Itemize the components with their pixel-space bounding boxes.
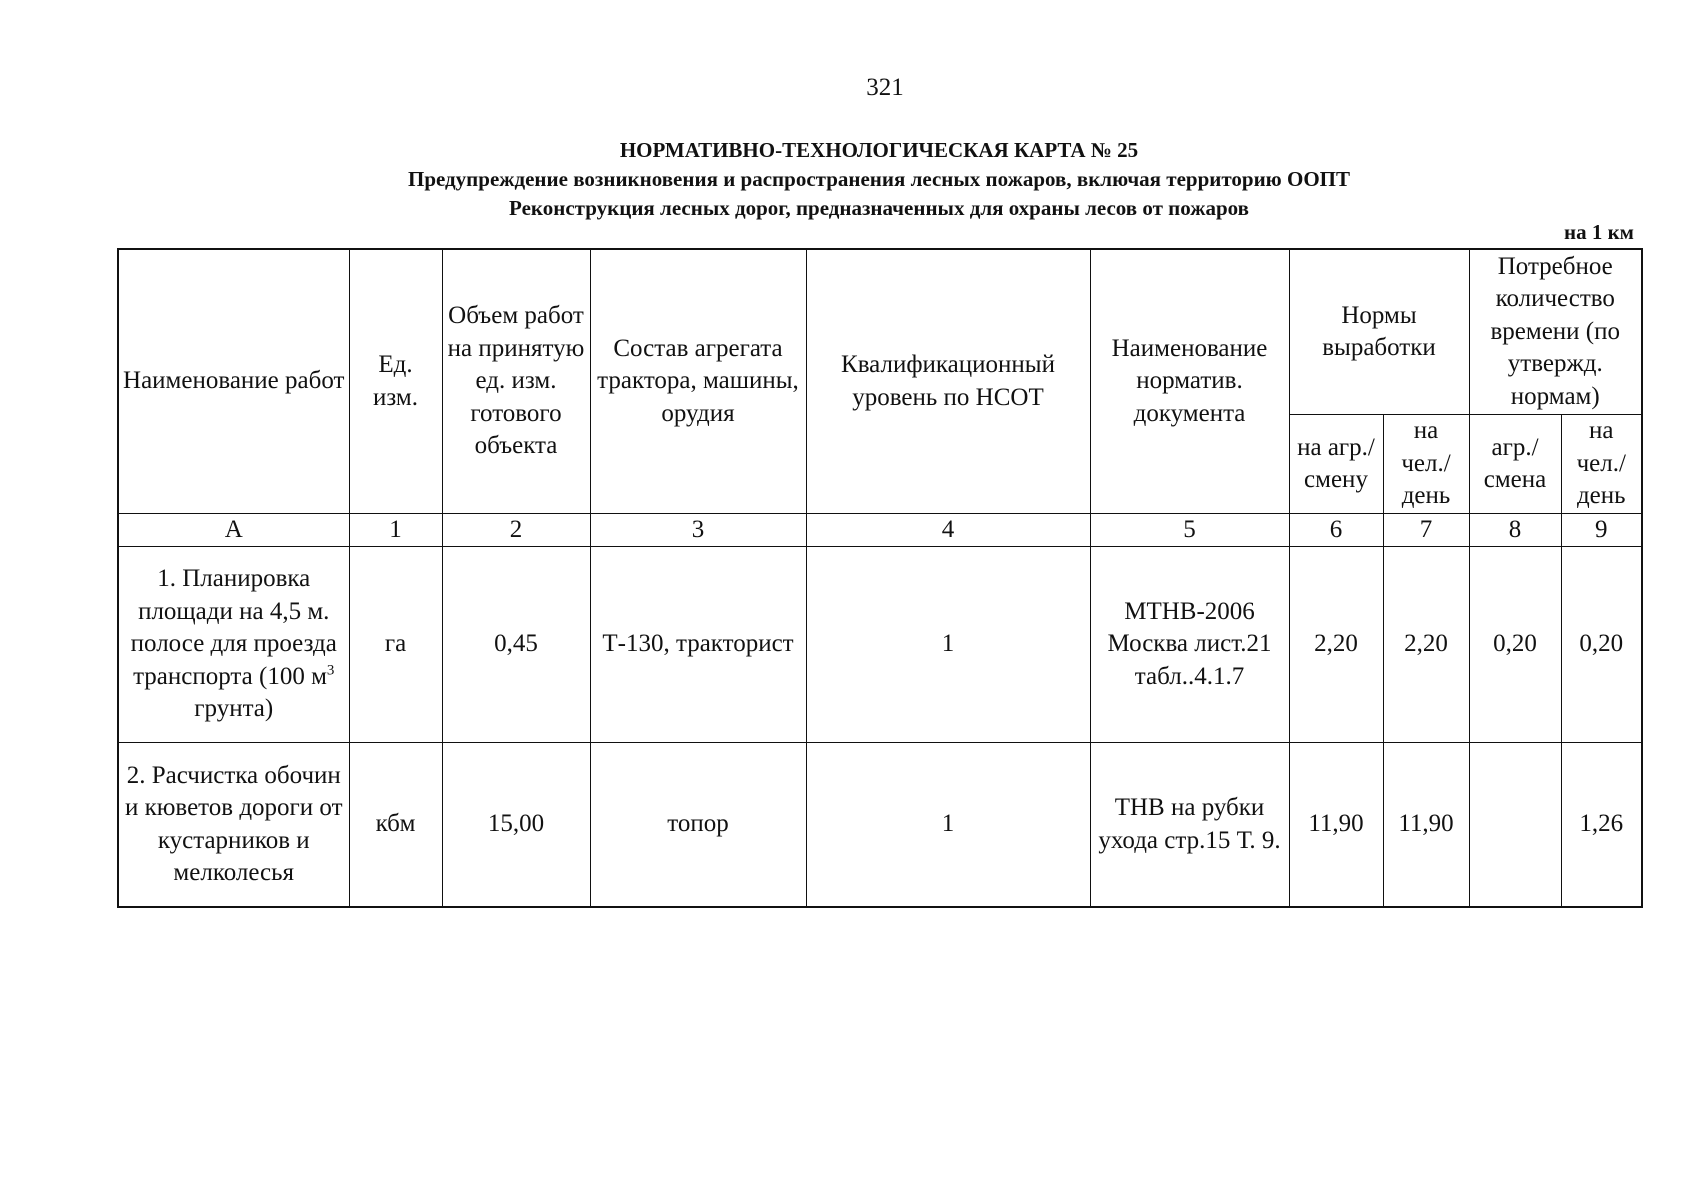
page-number: 321 (866, 74, 904, 101)
header-agg-shift: агр./ смена (1469, 415, 1561, 514)
unit-note: на 1 км (1563, 220, 1634, 244)
volume-cell: 0,45 (442, 547, 590, 743)
norm-agg-cell: 11,90 (1289, 743, 1383, 908)
header-per-agg-shift: на агр./ смену (1289, 415, 1383, 514)
column-number: 2 (442, 514, 590, 547)
header-document: Наименование норматив. документа (1090, 249, 1289, 514)
header-unit: Ед. изм. (349, 249, 442, 514)
card-subtitle: Предупреждение возникновения и распространения лесных пожаров, включая территорию ООПТ (407, 167, 1350, 191)
work-name-tail: грунта) (194, 695, 274, 723)
column-number-row (118, 514, 1642, 547)
cubic-superscript: 3 (326, 662, 335, 679)
aggregate-cell: Т-130, тракторист (590, 547, 806, 743)
header-row (118, 249, 1642, 415)
table-row (118, 547, 1642, 743)
unit-cell: га (349, 547, 442, 743)
norm-person-cell: 11,90 (1383, 743, 1469, 908)
volume-cell: 15,00 (442, 743, 590, 908)
header-time-needed: Потребное количество времени (по утвержд. нормам) (1469, 249, 1642, 415)
header-per-person-day: на чел./ день (1383, 415, 1469, 514)
column-number: 5 (1090, 514, 1289, 547)
header-aggregate: Состав агрегата трактора, машины, орудия (590, 249, 806, 514)
column-number: 9 (1561, 514, 1642, 547)
column-number: 3 (590, 514, 806, 547)
time-person-cell: 0,20 (1561, 547, 1642, 743)
qualification-cell: 1 (806, 547, 1090, 743)
card-title: НОРМАТИВНО-ТЕХНОЛОГИЧЕСКАЯ КАРТА № 25 (619, 138, 1139, 162)
norm-person-cell: 2,20 (1383, 547, 1469, 743)
time-agg-cell (1469, 743, 1561, 908)
document-cell: ТНВ на рубки ухода стр.15 Т. 9. (1090, 743, 1289, 908)
document-cell: МТНВ-2006 Москва лист.21 табл..4.1.7 (1090, 547, 1289, 743)
table-row (118, 743, 1642, 908)
time-agg-cell: 0,20 (1469, 547, 1561, 743)
qualification-cell: 1 (806, 743, 1090, 908)
column-number: 8 (1469, 514, 1561, 547)
time-person-cell: 1,26 (1561, 743, 1642, 908)
header-work-name: Наименование работ (118, 249, 349, 514)
work-name-cell: 2. Расчистка обочин и кюветов дороги от кустарников и мелколесья (118, 743, 349, 908)
column-number: 7 (1383, 514, 1469, 547)
work-name-text: 1. Планировка площади на 4,5 м. полосе для проезда транспорта (100 м (130, 565, 337, 690)
header-person-day: на чел./ день (1561, 415, 1642, 514)
header-volume: Объем работ на принятую ед. изм. готового объекта (442, 249, 590, 514)
header-output-norms: Нормы выработки (1289, 249, 1469, 415)
norm-agg-cell: 2,20 (1289, 547, 1383, 743)
unit-cell: кбм (349, 743, 442, 908)
card-work-type: Реконструкция лесных дорог, предназначенных для охраны лесов от пожаров (509, 196, 1249, 220)
column-number: 4 (806, 514, 1090, 547)
column-number: 1 (349, 514, 442, 547)
document-title-block (118, 136, 1640, 223)
header-qualification: Квалификационный уровень по НСОТ (806, 249, 1090, 514)
norms-table (117, 248, 1643, 908)
column-number: 6 (1289, 514, 1383, 547)
column-number: А (118, 514, 349, 547)
aggregate-cell: топор (590, 743, 806, 908)
work-name-cell (118, 547, 349, 743)
